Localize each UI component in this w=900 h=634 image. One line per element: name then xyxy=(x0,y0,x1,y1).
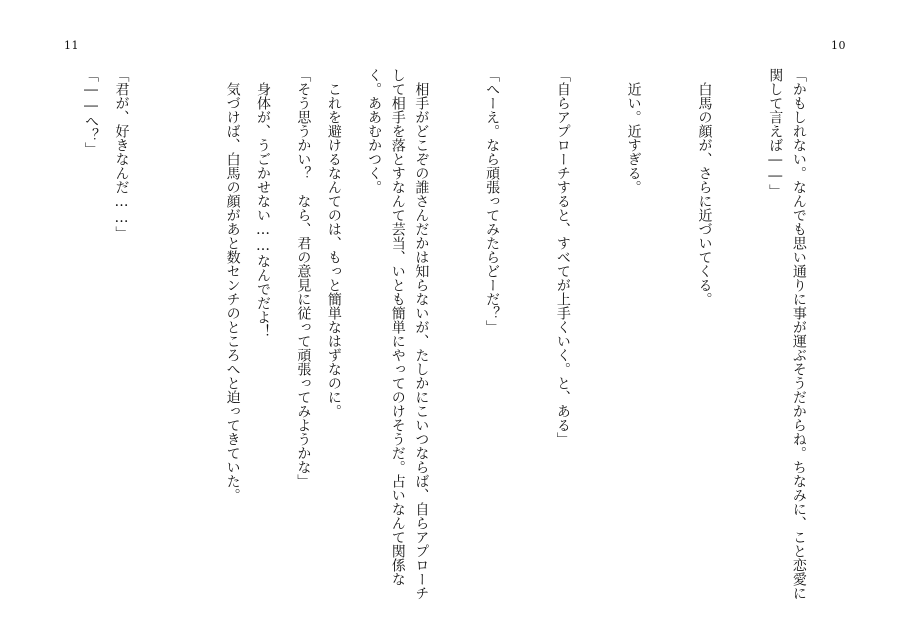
paragraph: 「君が、好きなんだ……」 xyxy=(113,68,130,240)
paragraph: 近い。近すぎる。 xyxy=(625,68,642,194)
page-number-right: 10 xyxy=(831,39,846,52)
paragraph: 「自らアプローチすると、すべてが上手くいく。と、ある」 xyxy=(554,68,571,446)
paragraph: 「へーえ。なら頑張ってみたらどーだ？」 xyxy=(484,68,501,334)
paragraph: 「かもしれない。なんでも思い通りに事が運ぶそうだからね。ちなみに、こと恋愛に関して言えば――」 xyxy=(767,68,807,600)
paragraph: これを避けるなんてのは、もっと簡単なはずなのに。 xyxy=(325,68,342,418)
paragraph: 白馬の顔が、さらに近づいてくる。 xyxy=(696,68,713,306)
paragraph: 相手がどこぞの誰さんだかは知らないが、たしかにこいつならば、自らアプローチして相手を落とすなんて芸当、いとも簡単にやってのけそうだ。占いなんて関係なく。ああむかつく。 xyxy=(366,68,430,600)
paragraph: 「――へ？」 xyxy=(83,68,99,156)
paragraph: 身体が、うごかせない……なんでだよ！ xyxy=(255,68,272,338)
paragraph: 気づけば、白馬の顔があと数センチのところへと迫ってきていた。 xyxy=(224,68,241,502)
blank-line xyxy=(180,68,204,613)
page-number-left: 11 xyxy=(64,39,79,52)
paragraph: 「そう思うかい？ なら、君の意見に従って頑張ってみようかな」 xyxy=(295,68,312,488)
left-page-text xyxy=(113,68,392,613)
blank-line xyxy=(38,68,62,613)
